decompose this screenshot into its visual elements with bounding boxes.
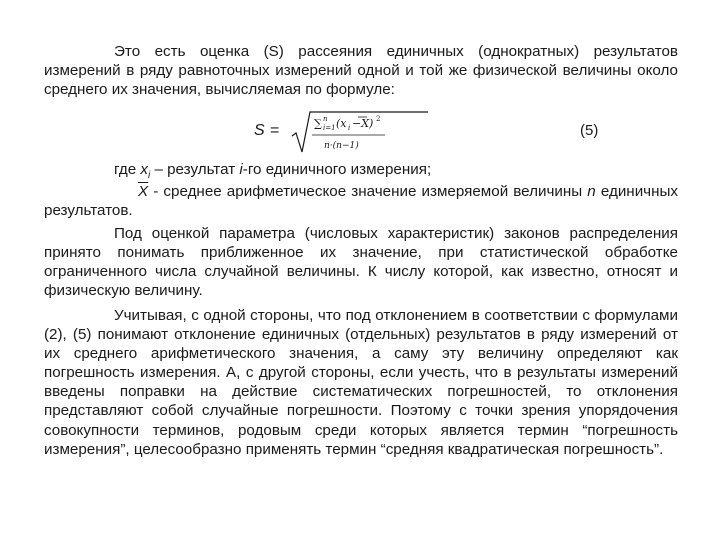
formula-equals: =	[270, 122, 280, 139]
where-xi-line: где $x_i$ – результат i-го единичного измерения;	[114, 161, 432, 182]
svg-text:n: n	[323, 115, 328, 123]
svg-text:n·(n−1): n·(n−1)	[324, 141, 359, 151]
paragraph-conclusion: Учитывая, с одной стороны, что под отклонением в соответствии с формулами (2), (5) понимают отклонение единичных (отдельных) результатов в ряду измерений от их среднего арифметического значения, а саму эту величину определяют как погрешность измерения. А, с другой стороны, если учесть, что в результаты измерений введены поправки на действие систематических погрешностей, то отклонения представляют собой случайные погрешности. Поэтому с точки зрения упорядочения совокупности терминов, родовым среди которых является термин “погрешность измерения”, целесообразно применять термин “средняя квадратическая погрешность”.	[44, 307, 678, 458]
svg-text:i=1: i=1	[323, 124, 336, 132]
svg-text:(x: (x	[336, 117, 347, 130]
svg-text:i: i	[348, 124, 351, 132]
formula-number: (5)	[580, 122, 599, 139]
formula-sqrt-expression	[290, 108, 430, 158]
xbar-definition: $\overline{X}$ - среднее арифметическое значение измеряемой величины n единичных результатов.	[44, 183, 678, 220]
formula-lhs: S	[254, 122, 265, 139]
paragraph-intro: Это есть оценка (S) рассеяния единичных (однократных) результатов измерений в ряду равноточных измерений одной и той же физической величины около среднего их значения, вычисляемая по формуле:	[44, 43, 678, 99]
svg-text:2: 2	[376, 115, 381, 123]
svg-text:−X): −X)	[352, 117, 374, 130]
svg-text:∑: ∑	[314, 117, 322, 130]
formula-5	[44, 108, 678, 158]
paragraph-estimate: Под оценкой параметра (числовых характеристик) законов распределения принято понимать приближенное их значение, при статистической обработке ограниченного числа случайной величины. К числу которой, как известно, относят и физическую величину.	[44, 225, 678, 300]
